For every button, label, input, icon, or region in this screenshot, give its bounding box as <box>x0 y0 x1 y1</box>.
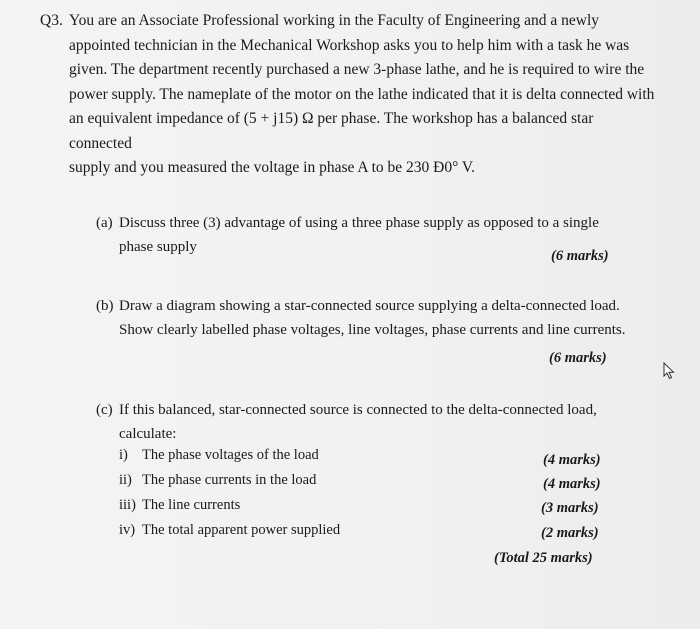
item-number: ii) <box>119 472 132 488</box>
item-number: i) <box>119 447 128 463</box>
part-b-text <box>119 294 626 342</box>
part-c-item-2-marks: (4 marks) <box>543 476 601 492</box>
question-line: given. The department recently purchased a new 3-phase lathe, and he is required to wire the <box>69 61 645 78</box>
part-a-marks: (6 marks) <box>551 248 609 264</box>
question-line: appointed technician in the Mechanical Workshop asks you to help him with a task he was <box>69 36 630 54</box>
item-number: iii) <box>119 497 136 513</box>
question-line: power supply. The nameplate of the motor on the lathe indicated that it is delta connected with <box>69 85 655 103</box>
total-marks: (Total 25 marks) <box>494 550 593 566</box>
question-line: You are an Associate Professional working in the Faculty of Engineering and a newly <box>69 12 600 29</box>
part-c-item-4-marks: (2 marks) <box>541 525 599 541</box>
part-c-label: (c) <box>96 402 113 418</box>
item-text: The phase voltages of the load <box>142 447 319 463</box>
question-number: Q3. <box>40 12 63 29</box>
part-c-item-3-marks: (3 marks) <box>541 500 599 516</box>
part-a-line: phase supply <box>119 239 197 255</box>
question-text <box>69 9 659 181</box>
part-a-line: Discuss three (3) advantage of using a three phase supply as opposed to a single <box>119 215 599 231</box>
part-b-label: (b) <box>96 298 114 314</box>
part-b <box>96 294 656 354</box>
item-text: The line currents <box>142 497 241 513</box>
part-b-line: Draw a diagram showing a star-connected source supplying a delta-connected load. <box>119 298 620 314</box>
part-b-line: Show clearly labelled phase voltages, line voltages, phase currents and line currents. <box>119 322 626 338</box>
item-number: iv) <box>119 522 136 538</box>
part-c-line: calculate: <box>119 426 177 442</box>
part-a-label: (a) <box>96 215 113 231</box>
part-c-item-1-marks: (4 marks) <box>543 452 601 468</box>
part-c-text <box>119 398 597 446</box>
part-a-text <box>119 211 599 259</box>
question-line: supply and you measured the voltage in phase A to be 230 Ð0° V. <box>69 159 475 176</box>
part-c <box>96 398 636 448</box>
mouse-pointer-icon <box>662 362 678 380</box>
part-b-marks: (6 marks) <box>549 350 607 366</box>
item-text: The total apparent power supplied <box>142 522 341 538</box>
question-line: an equivalent impedance of (5 + j15) Ω per phase. The workshop has a balanced star connected <box>69 110 594 152</box>
part-c-line: If this balanced, star-connected source is connected to the delta-connected load, <box>119 402 597 418</box>
item-text: The phase currents in the load <box>142 472 317 488</box>
